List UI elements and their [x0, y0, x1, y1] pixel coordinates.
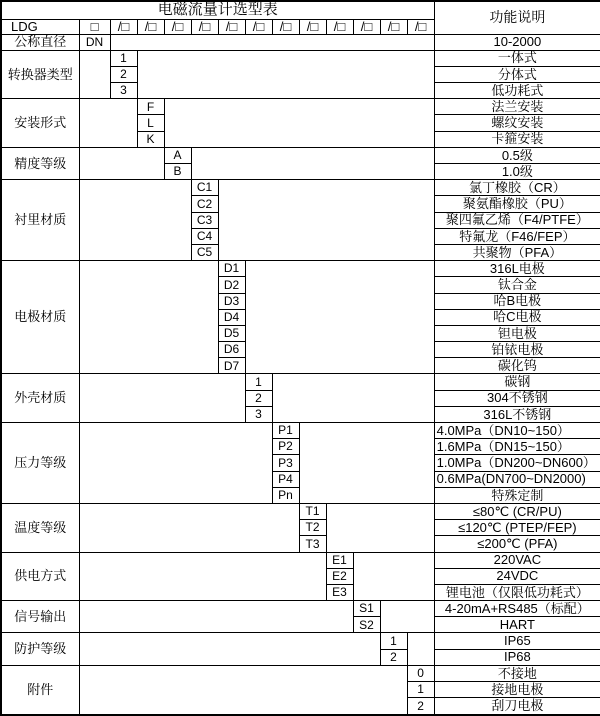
option-desc-cell: ≤120℃ (PTEP/FEP) — [434, 520, 600, 536]
spacer-cell — [218, 180, 434, 261]
model-slot-cell: /□ — [164, 19, 191, 34]
table-row — [1, 180, 600, 196]
option-code-cell: T2 — [299, 520, 326, 536]
category-cell: 附件 — [1, 665, 79, 715]
model-base-box-cell: □ — [79, 19, 110, 34]
category-cell: 安装形式 — [1, 99, 79, 148]
category-cell: 精度等级 — [1, 147, 79, 179]
option-desc-cell: 一体式 — [434, 50, 600, 66]
table-row — [1, 503, 600, 519]
category-cell: 衬里材质 — [1, 180, 79, 261]
option-code-cell: C3 — [191, 212, 218, 228]
option-desc-cell: 4.0MPa（DN10~150） — [434, 423, 600, 439]
model-slot-cell: /□ — [191, 19, 218, 34]
spacer-cell — [79, 503, 299, 552]
table-row — [1, 423, 600, 439]
option-code-cell: D7 — [218, 358, 245, 374]
option-desc-cell: 304不锈钢 — [434, 390, 600, 406]
spacer-cell — [79, 633, 380, 665]
option-desc-cell: 刮刀电极 — [434, 698, 600, 715]
table-row — [1, 552, 600, 568]
option-code-cell: D2 — [218, 277, 245, 293]
category-cell: 外壳材质 — [1, 374, 79, 423]
diameter-code-cell: DN — [79, 34, 110, 50]
option-desc-cell: 锂电池（仅限低功耗式） — [434, 584, 600, 600]
spacer-cell — [245, 261, 434, 374]
option-desc-cell: 低功耗式 — [434, 83, 600, 99]
table-row — [1, 99, 600, 115]
category-cell: 供电方式 — [1, 552, 79, 601]
spacer-cell — [137, 50, 434, 99]
option-desc-cell: 钽电极 — [434, 325, 600, 341]
option-code-cell: 2 — [245, 390, 272, 406]
option-code-cell: C4 — [191, 228, 218, 244]
option-code-cell: D4 — [218, 309, 245, 325]
option-desc-cell: 碳钢 — [434, 374, 600, 390]
option-code-cell: 1 — [407, 682, 434, 698]
option-code-cell: B — [164, 164, 191, 180]
option-code-cell: D1 — [218, 261, 245, 277]
option-code-cell: E2 — [326, 568, 353, 584]
model-slot-cell: /□ — [407, 19, 434, 34]
option-code-cell: Pn — [272, 487, 299, 503]
category-cell: 温度等级 — [1, 503, 79, 552]
option-desc-cell: 特殊定制 — [434, 487, 600, 503]
option-code-cell: D6 — [218, 342, 245, 358]
spacer-cell — [110, 34, 434, 50]
option-code-cell: P2 — [272, 439, 299, 455]
option-desc-cell: 24VDC — [434, 568, 600, 584]
spacer-cell — [380, 601, 434, 633]
model-slot-cell: /□ — [245, 19, 272, 34]
table-title: 电磁流量计选型表 — [1, 1, 434, 19]
option-code-cell: 3 — [245, 406, 272, 422]
option-desc-cell: 法兰安装 — [434, 99, 600, 115]
category-cell: 转换器类型 — [1, 50, 79, 99]
model-slot-cell: /□ — [110, 19, 137, 34]
option-desc-cell: 316L电极 — [434, 261, 600, 277]
option-desc-cell: IP68 — [434, 649, 600, 665]
option-desc-cell: 铂铱电极 — [434, 342, 600, 358]
option-desc-cell: 0.5级 — [434, 147, 600, 163]
spacer-cell — [79, 552, 326, 601]
option-code-cell: L — [137, 115, 164, 131]
model-slot-cell: /□ — [272, 19, 299, 34]
category-cell: 信号输出 — [1, 601, 79, 633]
option-code-cell: 2 — [110, 66, 137, 82]
diameter-desc-cell: 10-2000 — [434, 34, 600, 50]
option-desc-cell: 聚氨酯橡胶（PU） — [434, 196, 600, 212]
option-desc-cell: ≤200℃ (PFA) — [434, 536, 600, 552]
option-desc-cell: 哈C电极 — [434, 309, 600, 325]
option-code-cell: S2 — [353, 617, 380, 633]
spacer-cell — [272, 374, 434, 423]
option-desc-cell: 1.0MPa（DN200~DN600） — [434, 455, 600, 471]
spacer-cell — [79, 665, 407, 715]
option-code-cell: T1 — [299, 503, 326, 519]
table-row — [1, 34, 600, 50]
option-code-cell: D3 — [218, 293, 245, 309]
model-prefix-cell: LDG — [1, 19, 79, 34]
spacer-cell — [79, 147, 164, 179]
option-desc-cell: 卡箍安装 — [434, 131, 600, 147]
table-row — [1, 1, 600, 19]
option-code-cell: E3 — [326, 584, 353, 600]
option-desc-cell: 不接地 — [434, 665, 600, 681]
option-desc-cell: 接地电极 — [434, 682, 600, 698]
model-slot-cell: /□ — [299, 19, 326, 34]
option-desc-cell: 0.6MPa(DN700~DN2000) — [434, 471, 600, 487]
table-row — [1, 601, 600, 617]
option-desc-cell: 1.0级 — [434, 164, 600, 180]
option-desc-cell: 特氟龙（F46/FEP） — [434, 228, 600, 244]
option-desc-cell: 钛合金 — [434, 277, 600, 293]
spacer-cell — [79, 374, 245, 423]
option-code-cell: T3 — [299, 536, 326, 552]
spacer-cell — [191, 147, 434, 179]
option-desc-cell: 哈B电极 — [434, 293, 600, 309]
option-desc-cell: 共聚物（PFA） — [434, 244, 600, 260]
option-code-cell: A — [164, 147, 191, 163]
table-row — [1, 633, 600, 649]
option-code-cell: 2 — [407, 698, 434, 715]
spacer-cell — [79, 99, 137, 148]
table-row — [1, 261, 600, 277]
model-slot-cell: /□ — [137, 19, 164, 34]
spacer-cell — [79, 601, 353, 633]
spacer-cell — [299, 423, 434, 504]
option-desc-cell: 220VAC — [434, 552, 600, 568]
option-desc-cell: IP65 — [434, 633, 600, 649]
option-desc-cell: 螺纹安装 — [434, 115, 600, 131]
table-row — [1, 665, 600, 681]
option-code-cell: P1 — [272, 423, 299, 439]
option-code-cell: D5 — [218, 325, 245, 341]
option-desc-cell: 碳化钨 — [434, 358, 600, 374]
model-slot-cell: /□ — [326, 19, 353, 34]
option-code-cell: P3 — [272, 455, 299, 471]
spacer-cell — [407, 633, 434, 665]
spacer-cell — [164, 99, 434, 148]
table-row — [1, 50, 600, 66]
option-desc-cell: 氯丁橡胶（CR） — [434, 180, 600, 196]
option-code-cell: 1 — [245, 374, 272, 390]
option-code-cell: E1 — [326, 552, 353, 568]
option-desc-cell: 1.6MPa（DN15~150） — [434, 439, 600, 455]
option-code-cell: P4 — [272, 471, 299, 487]
option-code-cell: 1 — [110, 50, 137, 66]
spacer-cell — [353, 552, 434, 601]
option-code-cell: C2 — [191, 196, 218, 212]
option-code-cell: 3 — [110, 83, 137, 99]
spacer-cell — [79, 180, 191, 261]
table-row — [1, 374, 600, 390]
option-desc-cell: ≤80℃ (CR/PU) — [434, 503, 600, 519]
option-code-cell: S1 — [353, 601, 380, 617]
model-slot-cell: /□ — [353, 19, 380, 34]
category-cell: 防护等级 — [1, 633, 79, 665]
spacer-cell — [326, 503, 434, 552]
category-cell: 压力等级 — [1, 423, 79, 504]
category-cell: 电极材质 — [1, 261, 79, 374]
spacer-cell — [79, 50, 110, 99]
model-slot-cell: /□ — [218, 19, 245, 34]
spacer-cell — [79, 261, 218, 374]
selection-table-body — [1, 1, 600, 715]
table-row — [1, 147, 600, 163]
option-code-cell: K — [137, 131, 164, 147]
model-slot-cell: /□ — [380, 19, 407, 34]
function-column-header: 功能说明 — [434, 1, 600, 34]
option-code-cell: C1 — [191, 180, 218, 196]
option-code-cell: 1 — [380, 633, 407, 649]
option-desc-cell: 316L不锈钢 — [434, 406, 600, 422]
option-desc-cell: HART — [434, 617, 600, 633]
option-code-cell: C5 — [191, 244, 218, 260]
option-code-cell: F — [137, 99, 164, 115]
option-code-cell: 2 — [380, 649, 407, 665]
option-desc-cell: 分体式 — [434, 66, 600, 82]
option-desc-cell: 4-20mA+RS485（标配） — [434, 601, 600, 617]
option-desc-cell: 聚四氟乙烯（F4/PTFE） — [434, 212, 600, 228]
option-code-cell: 0 — [407, 665, 434, 681]
spacer-cell — [79, 423, 272, 504]
diameter-category-cell: 公称直径 — [1, 34, 79, 50]
